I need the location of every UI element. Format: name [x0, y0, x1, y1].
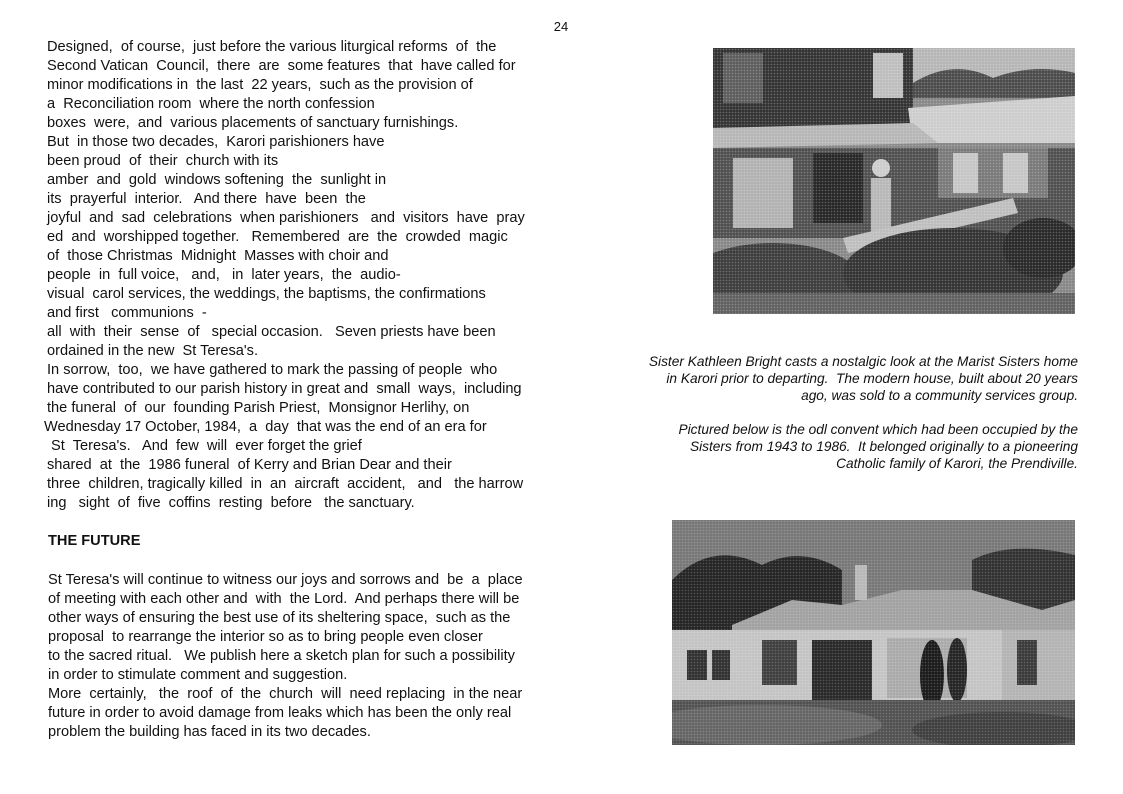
- text-line: three children, tragically killed in an aircraft accident, and the harrow: [47, 476, 524, 492]
- text-line: St Teresa's will continue to witness our joys and sorrows and be a place: [48, 572, 523, 588]
- text-line: joyful and sad celebrations when parishioners and visitors have pray: [47, 210, 525, 226]
- text-line: But in those two decades, Karori parishioners have: [47, 134, 385, 150]
- text-line: of those Christmas Midnight Masses with choir and: [47, 248, 389, 264]
- text-line: More certainly, the roof of the church will need replacing in the near: [48, 686, 523, 702]
- text-line: ordained in the new St Teresa's.: [47, 343, 259, 359]
- text-line: Second Vatican Council, there are some features that have called for: [47, 58, 516, 74]
- text-line: Wednesday 17 October, 1984, a day that was the end of an era for: [44, 419, 487, 435]
- future-text: [48, 571, 568, 742]
- photo-old-convent: [672, 520, 1075, 745]
- text-line: all with their sense of special occasion. Seven priests have been: [47, 324, 496, 340]
- text-line: Designed, of course, just before the various liturgical reforms of the: [47, 39, 497, 55]
- caption-line: Sisters from 1943 to 1986. It belonged originally to a pioneering: [689, 439, 1078, 454]
- text-line: problem the building has faced in its two decades.: [48, 724, 371, 740]
- text-line: of meeting with each other and with the Lord. And perhaps there will be: [48, 591, 520, 607]
- text-line: St Teresa's. And few will ever forget the grief: [47, 438, 362, 454]
- caption-bottom: [600, 421, 1078, 472]
- text-line: minor modifications in the last 22 years, such as the provision of: [47, 77, 473, 93]
- text-line: its prayerful interior. And there have been the: [47, 191, 366, 207]
- caption-line: in Karori prior to departing. The modern house, built about 20 years: [666, 371, 1078, 386]
- caption-line: ago, was sold to a community services group.: [801, 388, 1078, 403]
- text-line: in order to stimulate comment and suggestion.: [48, 667, 348, 683]
- section-heading-future: THE FUTURE: [48, 533, 141, 549]
- caption-top: [600, 353, 1078, 404]
- text-line: future in order to avoid damage from leaks which has been the only real: [48, 705, 512, 721]
- text-line: other ways of ensuring the best use of its sheltering space, such as the: [48, 610, 511, 626]
- text-line: the funeral of our founding Parish Priest, Monsignor Herlihy, on: [47, 400, 470, 416]
- text-line: ing sight of five coffins resting before the sanctuary.: [47, 495, 415, 511]
- text-line: and first communions -: [47, 305, 207, 321]
- page-number: 24: [553, 19, 569, 34]
- text-line: amber and gold windows softening the sunlight in: [47, 172, 387, 188]
- text-line: shared at the 1986 funeral of Kerry and Brian Dear and their: [47, 457, 452, 473]
- text-line: a Reconciliation room where the north confession: [47, 96, 375, 112]
- history-text: [44, 38, 567, 513]
- photo-sister-at-house: [713, 48, 1075, 314]
- text-line: have contributed to our parish history in great and small ways, including: [47, 381, 522, 397]
- text-line: ed and worshipped together. Remembered are the crowded magic: [47, 229, 508, 245]
- caption-line: Pictured below is the odl convent which had been occupied by the: [678, 422, 1078, 437]
- text-line: visual carol services, the weddings, the baptisms, the confirmations: [47, 286, 486, 302]
- text-line: people in full voice, and, in later years, the audio-: [47, 267, 401, 283]
- text-line: been proud of their church with its: [47, 153, 279, 169]
- caption-line: Sister Kathleen Bright casts a nostalgic look at the Marist Sisters home: [648, 354, 1078, 369]
- text-line: In sorrow, too, we have gathered to mark the passing of people who: [47, 362, 498, 378]
- caption-line: Catholic family of Karori, the Prendiville.: [836, 456, 1078, 471]
- text-line: to the sacred ritual. We publish here a sketch plan for such a possibility: [48, 648, 515, 664]
- text-line: proposal to rearrange the interior so as to bring people even closer: [48, 629, 483, 645]
- text-line: boxes were, and various placements of sanctuary furnishings.: [47, 115, 459, 131]
